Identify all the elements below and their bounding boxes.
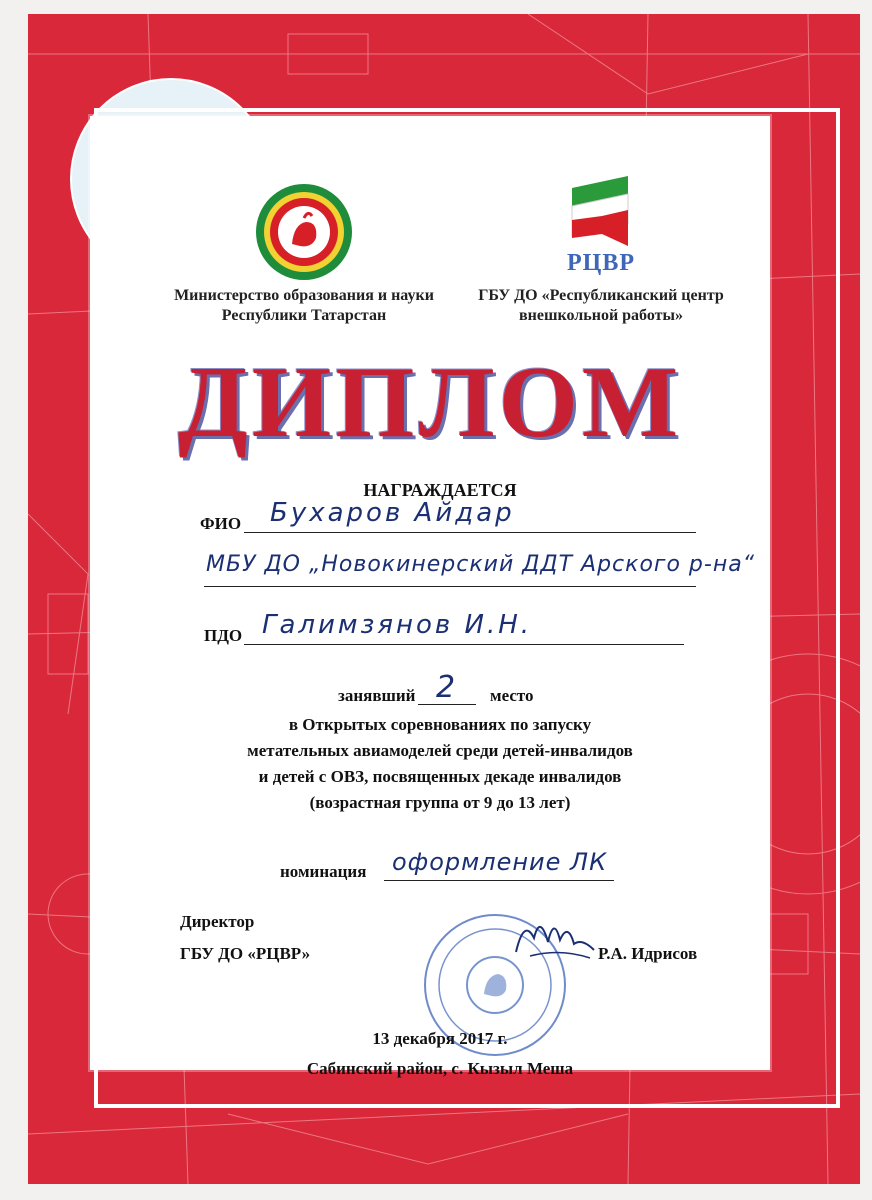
institution-value: МБУ ДО „Новокинерский ДДТ Арского р-на“ <box>206 552 756 577</box>
center-line-2: внешкольной работы» <box>519 307 683 324</box>
footer <box>90 1024 790 1084</box>
nomination-label: номинация <box>280 862 367 881</box>
fio-line <box>244 532 696 533</box>
competition-line-1: в Открытых соревнованиях по запуску <box>288 715 592 734</box>
fio-value: Бухаров Айдар <box>270 498 515 528</box>
competition-line-2: метательных авиамоделей среди детей-инвалидов <box>247 741 633 760</box>
center-line-1: ГБУ ДО «Республиканский центр <box>478 287 724 304</box>
director-role-2: ГБУ ДО «РЦВР» <box>180 944 311 963</box>
center-caption <box>466 286 736 326</box>
director-role-1: Директор <box>180 912 255 931</box>
tatarstan-emblem <box>254 182 354 282</box>
competition-line-3: и детей с ОВЗ, посвященных декаде инвалидов <box>258 767 622 786</box>
ministry-line-2: Республики Татарстан <box>221 307 387 324</box>
rcvr-logo-text: РЦВР <box>567 250 635 276</box>
pdo-label: ПДО <box>204 626 243 645</box>
rcvr-logo <box>562 176 642 256</box>
pdo-line <box>244 644 684 645</box>
emblem-icon <box>254 182 354 282</box>
awarded-heading: НАГРАЖДАЕТСЯ <box>363 480 517 500</box>
fio-label: ФИО <box>200 514 242 533</box>
director-name: Р.А. Идрисов <box>598 944 698 963</box>
ministry-line-1: Министерство образования и науки <box>174 287 434 304</box>
place-prefix: занявший <box>338 686 416 705</box>
pdo-value: Галимзянов И.Н. <box>262 610 533 640</box>
competition-text <box>90 712 790 816</box>
place-suffix: место <box>490 686 534 705</box>
diploma-title: ДИПЛОМ <box>177 346 683 459</box>
nomination-value: оформление ЛК <box>392 848 608 876</box>
institution-line <box>204 586 696 587</box>
issue-date: 13 декабря 2017 г. <box>372 1029 508 1048</box>
place-value: 2 <box>436 670 459 705</box>
ministry-caption <box>154 286 454 326</box>
competition-line-4: (возрастная группа от 9 до 13 лет) <box>309 793 571 812</box>
rcvr-logo-icon <box>562 176 642 256</box>
signature-icon <box>510 908 600 968</box>
issue-place: Сабинский район, с. Кызыл Меша <box>306 1059 574 1078</box>
handwritten-signature <box>510 908 600 968</box>
nomination-line <box>384 880 614 881</box>
